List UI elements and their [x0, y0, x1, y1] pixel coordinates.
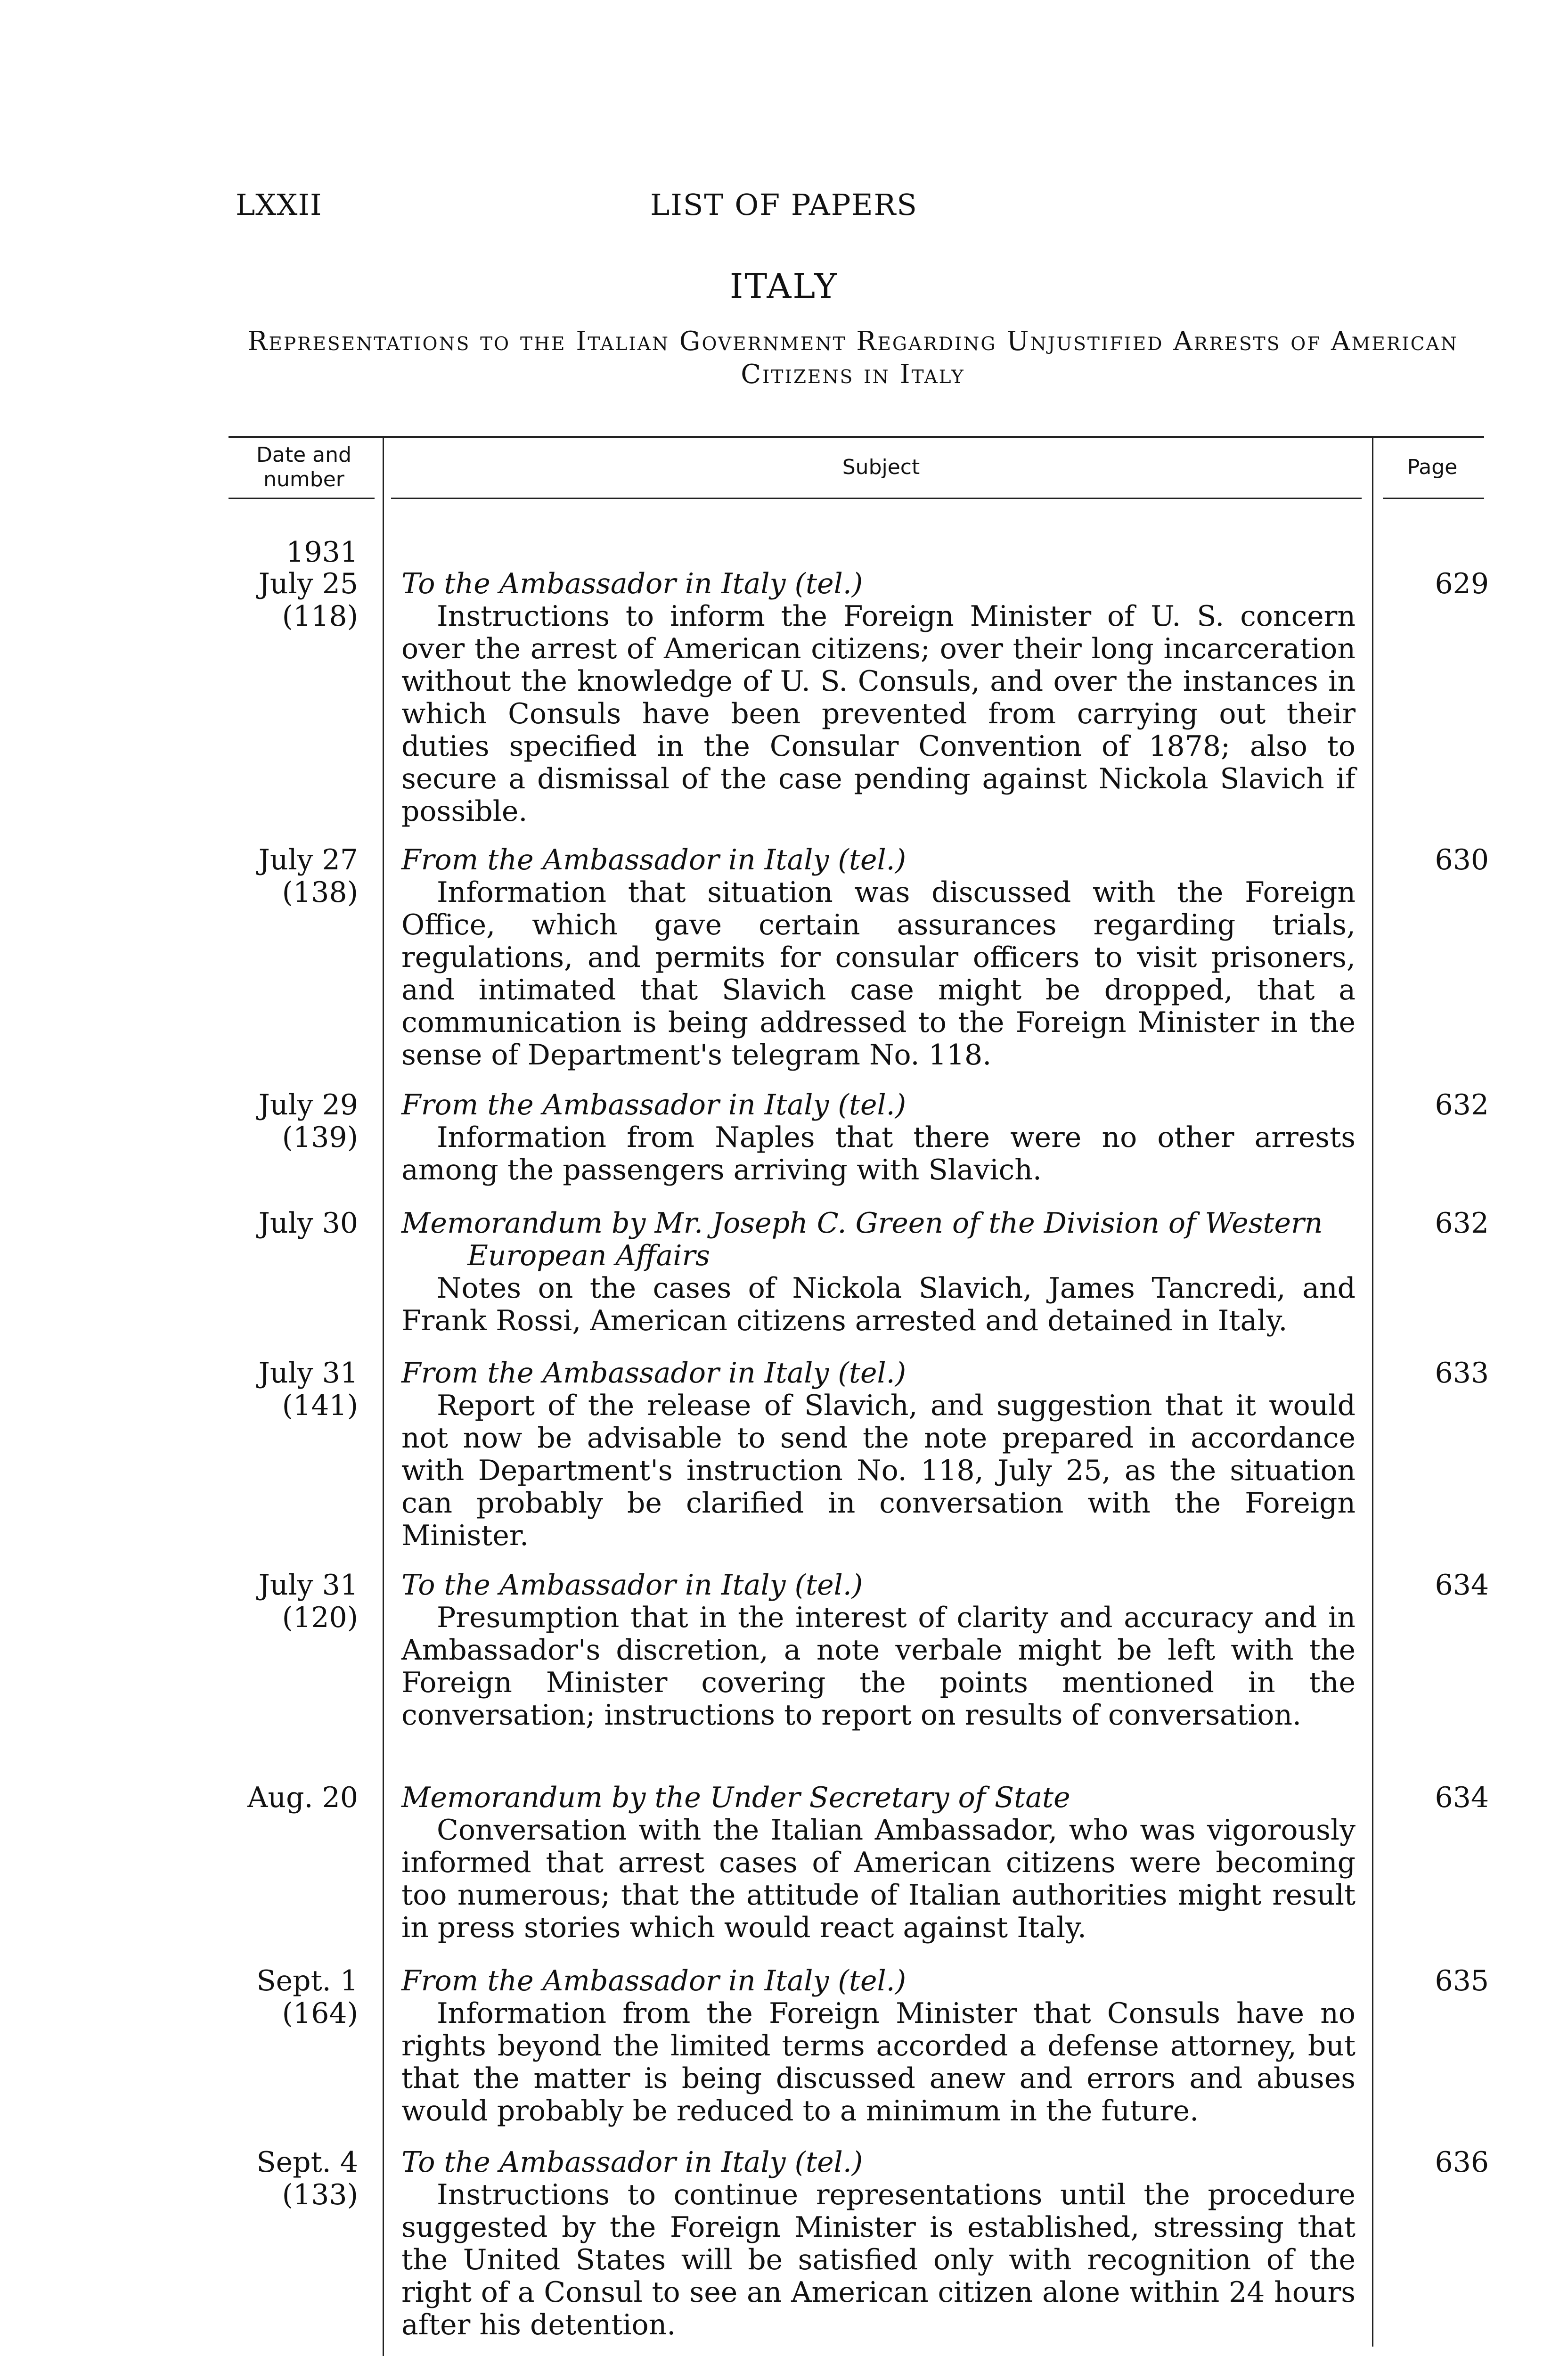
- entry-subject: [401, 844, 1356, 1072]
- entry-body: Information that situation was discussed with the Foreign Office, which gave certain assurances regarding trials, regulations, and permits for consular officers to visit prisoners, and intimated that Slavich case might be dropped, that a communication is being addressed to the Foreign Minister in the sense of Department's telegram No. 118.: [401, 876, 1356, 1072]
- entry-heading: From the Ambassador in Italy (tel.): [401, 1964, 906, 1997]
- entry-date-text: July 27: [258, 843, 358, 876]
- entry-page: 632: [1435, 1088, 1489, 1121]
- column-divider-right: [1372, 438, 1373, 2347]
- column-header-page: Page: [1407, 455, 1458, 479]
- running-title: LIST OF PAPERS: [650, 188, 918, 222]
- entry-subject: [401, 1357, 1356, 1552]
- table-top-rule: [229, 436, 1484, 438]
- entry-number: (141): [282, 1389, 358, 1422]
- entry-heading: From the Ambassador in Italy (tel.): [401, 1357, 906, 1390]
- entry-page: 632: [1435, 1207, 1489, 1240]
- entry-date-text: Sept. 4: [256, 2146, 358, 2179]
- entry-number: (120): [282, 1601, 358, 1634]
- entry-heading-continued: European Affairs: [467, 1239, 710, 1272]
- entry-date: [207, 568, 358, 633]
- entry-subject: [401, 568, 1356, 828]
- entry-number: (133): [282, 2178, 358, 2211]
- entry-date: [207, 1357, 358, 1422]
- entry-body: Information from the Foreign Minister that Consuls have no rights beyond the limited terms accorded a defense attorney, but that the matter is being discussed anew and errors and abuses would probably be reduced to a minimum in the future.: [401, 1997, 1356, 2127]
- entry-number: (164): [282, 1997, 358, 2030]
- entry-page: 635: [1435, 1964, 1489, 1997]
- entry-body: Instructions to continue representations until the procedure suggested by the Foreign Minister is established, stressing that the United States will be satisfied only with recognition of the right of a Consul to see an American citizen alone within 24 hours after his detention.: [401, 2178, 1356, 2341]
- column-header-subject: Subject: [842, 455, 920, 479]
- entry-date-text: July 31: [258, 1569, 358, 1602]
- entry-heading: From the Ambassador in Italy (tel.): [401, 843, 906, 876]
- header-rule-date: [229, 498, 375, 499]
- entry-heading: To the Ambassador in Italy (tel.): [401, 567, 863, 600]
- page-number: LXXII: [236, 188, 322, 222]
- entry-page: 634: [1435, 1781, 1489, 1814]
- entry-date-text: Aug. 20: [247, 1781, 358, 1814]
- entry-date: [207, 1965, 358, 2030]
- entry-page: 634: [1435, 1569, 1489, 1602]
- entry-date-text: Sept. 1: [256, 1964, 358, 1997]
- entry-body: Notes on the cases of Nickola Slavich, James Tancredi, and Frank Rossi, American citizens arrested and detained in Italy.: [401, 1272, 1356, 1337]
- column-divider-left: [383, 438, 384, 2356]
- entry-date-text: July 30: [258, 1207, 358, 1240]
- entry-date: [207, 1569, 358, 1634]
- entry-number: (139): [282, 1121, 358, 1154]
- entry-heading: From the Ambassador in Italy (tel.): [401, 1088, 906, 1121]
- entry-page: 630: [1435, 843, 1489, 876]
- entry-body: Report of the release of Slavich, and suggestion that it would not now be advisable to send the note prepared in accordance with Department's instruction No. 118, July 25, as the situation can probably be clarified in conversation with the Foreign Minister.: [401, 1389, 1356, 1552]
- entry-number: (138): [282, 876, 358, 909]
- entry-date: [207, 844, 358, 909]
- entry-subject: [401, 2146, 1356, 2341]
- entry-subject: [401, 1207, 1356, 1337]
- entry-subject: [401, 1569, 1356, 1732]
- column-header-date: Date and number: [256, 443, 351, 491]
- entry-page: 636: [1435, 2146, 1489, 2179]
- entry-date: [207, 1207, 358, 1240]
- entry-heading: Memorandum by the Under Secretary of State: [401, 1781, 1070, 1814]
- entry-date: [207, 1089, 358, 1154]
- entry-heading: To the Ambassador in Italy (tel.): [401, 1569, 863, 1602]
- entry-body: Information from Naples that there were no other arrests among the passengers arriving with Slavich.: [401, 1121, 1356, 1186]
- entry-body: Instructions to inform the Foreign Minister of U. S. concern over the arrest of American citizens; over their long incarceration without the knowledge of U. S. Consuls, and over the instances in which Consuls have been prevented from carrying out their duties specified in the Consular Convention of 1878; also to secure a dismissal of the case pending against Nickola Slavich if possible.: [401, 600, 1356, 828]
- header-rule-page: [1383, 498, 1484, 499]
- entry-subject: [401, 1965, 1356, 2127]
- entry-number: (118): [282, 600, 358, 633]
- section-subtitle: Representations to the Italian Government Regarding Unjustified Arrests of American Citizens in Italy: [247, 326, 1458, 390]
- entry-date: [207, 2146, 358, 2211]
- entry-date-text: July 31: [258, 1357, 358, 1390]
- entry-body: Presumption that in the interest of clarity and accuracy and in Ambassador's discretion, a note verbale might be left with the Foreign Minister covering the points mentioned in the conversation; instructions to report on results of conversation.: [401, 1601, 1356, 1732]
- entry-date-text: July 25: [258, 567, 358, 600]
- year-label: 1931: [286, 536, 358, 569]
- header-rule-subject: [391, 498, 1362, 499]
- entry-subject: [401, 1782, 1356, 1944]
- entry-date: [207, 1782, 358, 1814]
- entry-page: 633: [1435, 1357, 1489, 1390]
- entry-page: 629: [1435, 567, 1489, 600]
- entry-body: Conversation with the Italian Ambassador, who was vigorously informed that arrest cases of American citizens were becoming too numerous; that the attitude of Italian authorities might result in press stories which would react against Italy.: [401, 1814, 1356, 1944]
- entry-date-text: July 29: [258, 1088, 358, 1121]
- entry-heading: To the Ambassador in Italy (tel.): [401, 2146, 863, 2179]
- section-title: ITALY: [729, 266, 839, 306]
- entry-heading: Memorandum by Mr. Joseph C. Green of the Division of Western: [401, 1207, 1323, 1240]
- entry-subject: [401, 1089, 1356, 1186]
